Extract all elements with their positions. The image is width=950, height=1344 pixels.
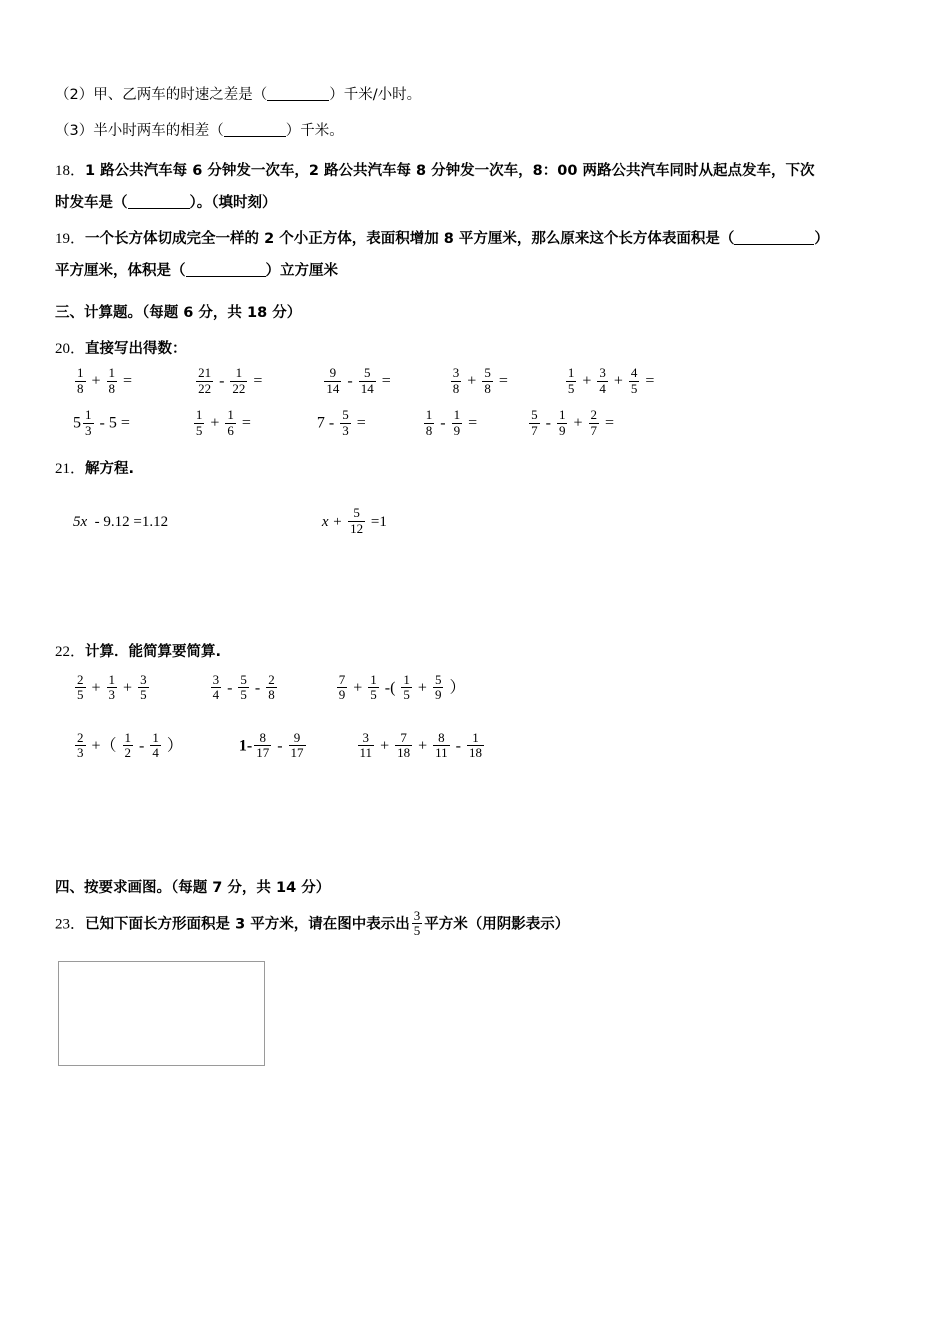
fraction: $\frac{2}{7}$ — [590, 407, 597, 438]
question-text: 平方米（用阴影表示） — [424, 916, 570, 933]
page-content — [55, 80, 900, 1066]
number: 7 — [316, 414, 325, 432]
part-text: 甲、乙两车的时速之差是（ — [93, 87, 268, 103]
q22-row-1 — [73, 673, 900, 703]
question-number: 20． — [55, 341, 86, 357]
operator: - — [324, 414, 339, 432]
expression-cell — [73, 731, 183, 761]
expression-cell — [527, 408, 614, 438]
fraction: $\frac{5}{8}$ — [484, 365, 491, 396]
fraction: $\frac{2}{3}$ — [77, 729, 84, 761]
question-22 — [55, 637, 900, 667]
operator: + — [463, 372, 481, 390]
number: 1- — [238, 737, 253, 755]
fraction: $\frac{5}{3}$ — [342, 407, 349, 438]
math-expression — [73, 673, 151, 703]
fraction: $\frac{5}{7}$ — [531, 407, 538, 438]
answer-blank — [186, 276, 266, 277]
fraction: $\frac{1}{3}$ — [85, 407, 92, 438]
expression-cell — [335, 673, 466, 703]
fraction: $\frac{7}{9}$ — [338, 671, 346, 703]
math-expression — [317, 408, 366, 438]
operator: + — [206, 414, 224, 432]
fraction: $\frac{3}{5}$ — [140, 671, 147, 703]
fraction: $\frac{3}{4}$ — [599, 365, 606, 396]
fraction: $\frac{1}{4}$ — [152, 729, 159, 761]
fraction: $\frac{1}{5}$ — [370, 671, 377, 703]
q20-row-2 — [73, 408, 900, 438]
operator: +（ — [87, 737, 121, 755]
fraction: $\frac{5}{12}$ — [350, 505, 364, 536]
fraction: $\frac{3}{11}$ — [359, 729, 373, 761]
part-suffix: ）千米。 — [285, 123, 344, 139]
math-expression — [449, 366, 508, 396]
operator: -( — [380, 679, 400, 697]
math-expression — [73, 408, 130, 438]
operator: = — [494, 372, 508, 390]
fraction: $\frac{2}{8}$ — [268, 671, 275, 703]
operator: - — [273, 737, 287, 755]
section-heading-4: 四、按要求画图。（每题 7 分，共 14 分） — [55, 879, 331, 896]
expression-cell — [192, 408, 251, 438]
fraction: $\frac{1}{6}$ — [227, 407, 234, 438]
q21-equation-2 — [322, 499, 387, 545]
question-21 — [55, 454, 900, 484]
expression-cell — [317, 408, 366, 438]
part-suffix: ）千米/小时。 — [329, 87, 422, 103]
operator: - — [343, 372, 357, 390]
question-20 — [55, 334, 900, 364]
question-18 — [55, 156, 900, 186]
question-number: 19． — [55, 231, 86, 247]
operator: - — [95, 414, 109, 432]
question-number: 18． — [55, 163, 86, 179]
question-text: ）立方厘米 — [265, 263, 338, 279]
expression-cell — [239, 731, 308, 761]
question-number: 22． — [55, 643, 86, 660]
fraction: $\frac{5}{9}$ — [434, 671, 442, 703]
fraction: $\frac{1}{2}$ — [124, 729, 132, 761]
expression-cell — [322, 366, 390, 396]
question-text: 时发车是（ — [55, 195, 128, 211]
fraction: $\frac{1}{3}$ — [108, 671, 116, 703]
question-18-cont — [55, 188, 900, 218]
operator: = — [237, 414, 251, 432]
operator: - — [541, 414, 555, 432]
section-heading-3: 三、计算题。（每题 6 分，共 18 分） — [55, 305, 302, 321]
expression-cell — [209, 673, 279, 703]
fraction: $\frac{9}{17}$ — [290, 729, 304, 761]
math-expression — [335, 673, 466, 703]
fraction: $\frac{1}{9}$ — [558, 407, 566, 438]
math-expression — [192, 408, 251, 438]
question-text: 一个长方体切成完全一样的 2 个小正方体，表面积增加 8 平方厘米，那么原来这个长方体表面积是（ — [85, 231, 735, 247]
operator: + — [87, 679, 105, 697]
fraction: $\frac{8}{11}$ — [435, 729, 448, 761]
q21-equations — [73, 498, 900, 545]
eq2-suffix: =1 — [370, 513, 387, 530]
math-expression — [73, 366, 132, 396]
math-expression — [422, 408, 477, 438]
rectangle-figure — [58, 961, 265, 1066]
operator: = — [116, 414, 130, 432]
operator: + — [569, 414, 587, 432]
math-expression — [564, 366, 655, 396]
part-label: （3） — [55, 123, 94, 139]
q20-expressions — [73, 366, 900, 438]
operator: + — [414, 737, 432, 755]
operator: + — [349, 679, 367, 697]
math-expression — [73, 731, 183, 761]
question-text: 解方程. — [85, 461, 135, 478]
eq2-prefix: x + — [321, 513, 343, 530]
fraction: $\frac{9}{14}$ — [326, 365, 340, 396]
fraction: $\frac{1}{8}$ — [77, 365, 84, 396]
fraction: $\frac{1}{5}$ — [195, 407, 203, 438]
expression-cell — [194, 366, 262, 396]
operator: = — [464, 414, 478, 432]
question-text: 计算．能简算要简算. — [85, 643, 222, 660]
operator: - — [223, 679, 237, 697]
math-expression — [209, 673, 279, 703]
fraction: $\frac{21}{22}$ — [198, 365, 212, 396]
fraction: $\frac{3}{4}$ — [212, 671, 220, 703]
fraction: $\frac{4}{5}$ — [630, 365, 638, 396]
operator: - — [215, 372, 229, 390]
answer-blank — [128, 208, 190, 209]
question-text: 平方厘米，体积是（ — [55, 263, 186, 279]
question-text: ）。（填时刻） — [189, 195, 277, 211]
part-text: 半小时两车的相差（ — [93, 123, 224, 139]
expression-cell — [449, 366, 508, 396]
question-text: 直接写出得数： — [85, 341, 187, 357]
operator: + — [376, 737, 394, 755]
operator: = — [377, 372, 391, 390]
q21-equation-1: 5x - 9.12 =1.12 — [73, 513, 169, 530]
operator: - — [250, 679, 265, 697]
fraction: $\frac{8}{17}$ — [256, 729, 270, 761]
math-expression — [527, 408, 614, 438]
q20-row-1 — [73, 366, 900, 396]
operator: + — [609, 372, 627, 390]
operator: + — [413, 679, 431, 697]
answer-blank — [734, 244, 814, 245]
fraction: $\frac{1}{9}$ — [453, 407, 461, 438]
operator: = — [601, 414, 615, 432]
question-17-part-2 — [55, 80, 900, 110]
fraction: $\frac{1}{18}$ — [468, 729, 482, 761]
operator: - — [451, 737, 465, 755]
operator: + — [578, 372, 596, 390]
fraction: $\frac{2}{5}$ — [77, 671, 84, 703]
fraction: $\frac{1}{8}$ — [425, 407, 433, 438]
part-label: （2） — [55, 87, 94, 103]
math-expression — [356, 731, 486, 761]
question-text: 1 路公共汽车每 6 分钟发一次车，2 路公共汽车每 8 分钟发一次车，8：00 两路公共汽车同时从起点发车，下次 — [85, 163, 815, 179]
operator: - — [135, 737, 149, 755]
question-19-cont — [55, 256, 900, 286]
q22-expressions — [73, 673, 900, 761]
q22-row-2 — [73, 731, 900, 761]
math-expression — [194, 366, 262, 396]
expression-cell — [73, 408, 130, 438]
question-text: 已知下面长方形面积是 3 平方米，请在图中表示出 — [85, 916, 410, 933]
fraction: $\frac{1}{5}$ — [403, 671, 410, 703]
question-23 — [55, 909, 900, 939]
operator: = — [352, 414, 366, 432]
question-19 — [55, 224, 900, 254]
fraction: $\frac{7}{18}$ — [397, 729, 411, 761]
fraction: $\frac{3}{5}$ — [413, 907, 421, 939]
expression-cell — [73, 366, 132, 396]
number: 5 — [73, 414, 81, 432]
operator: = — [641, 372, 655, 390]
fraction: $\frac{1}{5}$ — [567, 365, 575, 396]
fraction: $\frac{5}{5}$ — [240, 671, 247, 703]
operator: = — [119, 372, 133, 390]
question-number: 21． — [55, 461, 86, 478]
operator: + — [119, 679, 137, 697]
operator: - — [436, 414, 450, 432]
question-17-part-3 — [55, 116, 900, 146]
expression-cell — [564, 366, 655, 396]
operator: = — [249, 372, 263, 390]
fraction: $\frac{3}{8}$ — [452, 365, 460, 396]
expression-cell — [422, 408, 477, 438]
math-expression — [239, 731, 308, 761]
expression-cell — [356, 731, 486, 761]
answer-blank — [267, 100, 329, 101]
answer-blank — [224, 136, 286, 137]
number: 5 — [108, 414, 117, 432]
expression-cell — [73, 673, 151, 703]
operator: + — [87, 372, 105, 390]
operator: ） — [162, 737, 183, 755]
fraction: $\frac{1}{8}$ — [108, 365, 116, 396]
question-text: ） — [814, 231, 829, 247]
question-number: 23． — [55, 916, 86, 933]
fraction: $\frac{5}{14}$ — [360, 365, 374, 396]
fraction: $\frac{1}{22}$ — [232, 365, 246, 396]
operator: ） — [445, 679, 466, 697]
math-expression — [322, 366, 390, 396]
